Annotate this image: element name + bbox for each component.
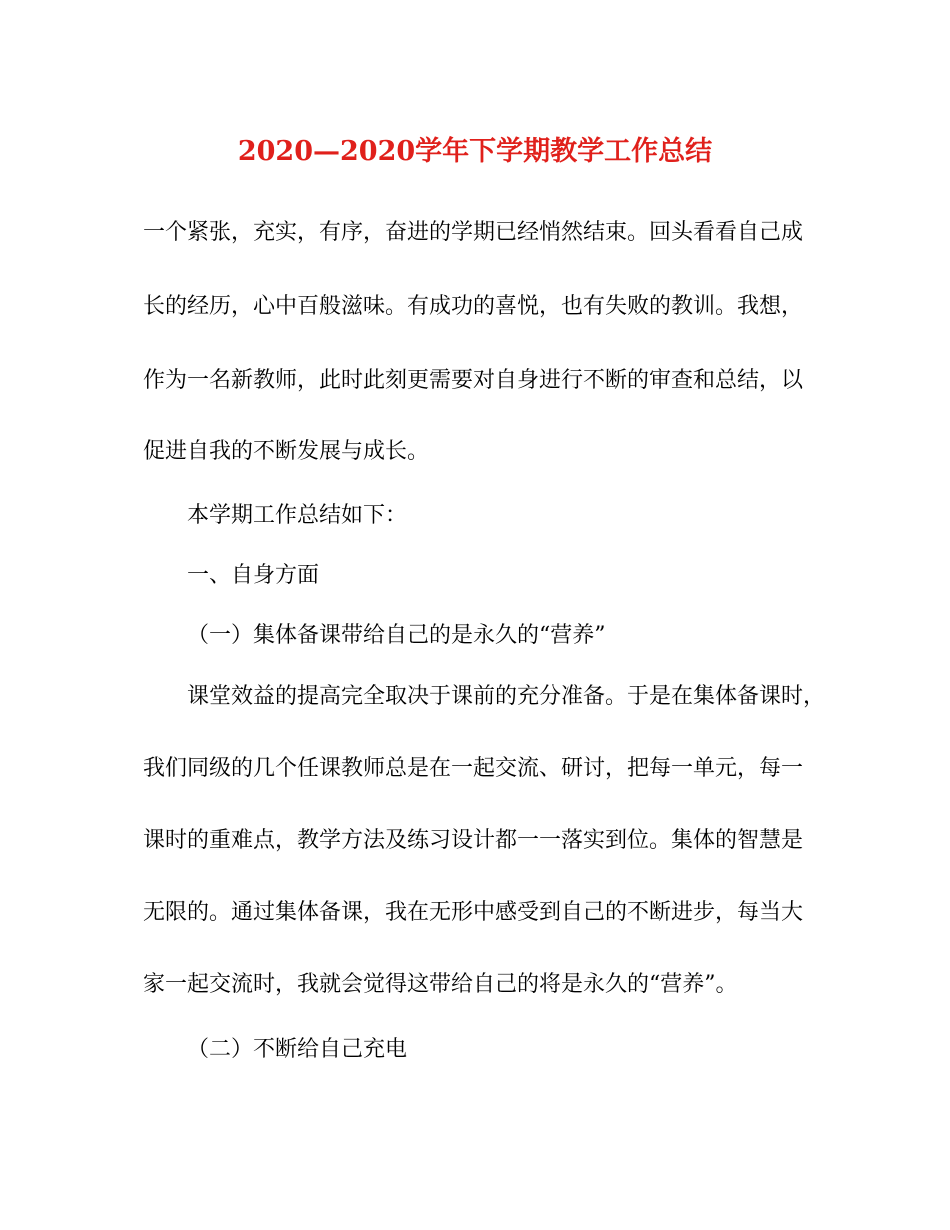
body-line-4: 促进自我的不断发展与成长。: [143, 439, 430, 464]
body-line-1: 一个紧张，充实，有序，奋进的学期已经悄然结束。回头看看自己成: [143, 220, 804, 245]
body-line-7: 课时的重难点，教学方法及练习设计都一一落实到位。集体的智慧是: [143, 828, 804, 853]
body-line-8: 无限的。通过集体备课，我在无形中感受到自己的不断进步，每当大: [143, 900, 804, 925]
body-line-9: 家一起交流时，我就会觉得这带给自己的将是永久的“营养”。: [143, 972, 738, 997]
body-line-5: 课堂效益的提高完全取决于课前的充分准备。于是在集体备课时，: [187, 684, 826, 709]
body-line-6: 我们同级的几个任课教师总是在一起交流、研讨，把每一单元，每一: [143, 756, 804, 781]
summary-intro: 本学期工作总结如下：: [187, 503, 408, 528]
body-line-2: 长的经历，心中百般滋味。有成功的喜悦，也有失败的教训。我想，: [143, 294, 804, 319]
body-line-3: 作为一名新教师，此时此刻更需要对自身进行不断的审查和总结，以: [143, 368, 804, 393]
section-heading-1: 一、自身方面: [187, 563, 320, 588]
document-title: 2020—2020学年下学期教学工作总结: [237, 136, 713, 167]
subsection-heading-1: （一）集体备课带给自己的是永久的“营养”: [187, 623, 606, 648]
subsection-heading-2: （二）不断给自己充电: [187, 1037, 408, 1062]
